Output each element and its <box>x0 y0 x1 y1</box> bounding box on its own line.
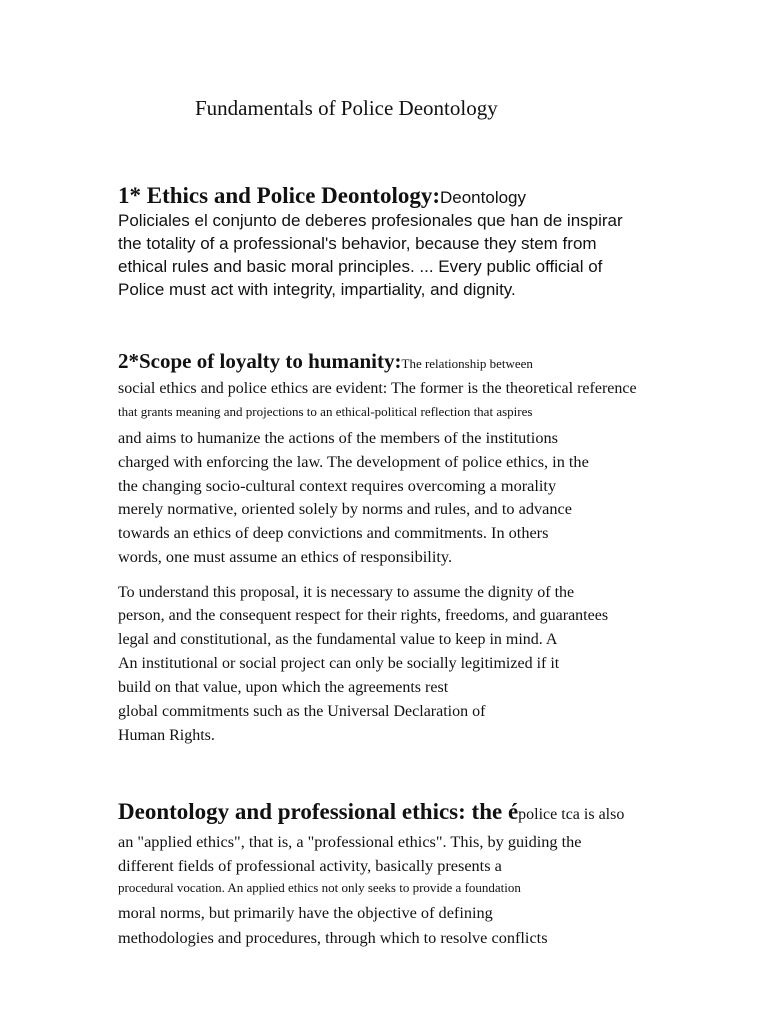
section1-line: Policiales el conjunto de deberes profesionales que han de inspirar <box>118 211 623 230</box>
section3-line: different fields of professional activity, basically presents a <box>118 856 502 875</box>
paragraph3-line: global commitments such as the Universal Declaration of <box>118 703 486 720</box>
section3-lead: police tca is also <box>518 806 625 823</box>
section2-line: merely normative, oriented solely by norms and rules, and to advance <box>118 499 572 518</box>
section3-heading: Deontology and professional ethics: the é <box>118 799 519 824</box>
section1-line: the totality of a professional's behavior, because they stem from <box>118 234 597 253</box>
section2-lead: The relationship between <box>401 356 533 371</box>
paragraph3-line: To understand this proposal, it is necessary to assume the dignity of the <box>118 584 575 601</box>
paragraph3-line: build on that value, upon which the agreements rest <box>118 679 449 696</box>
section2-line: that grants meaning and projections to an ethical-political reflection that aspires <box>118 404 533 419</box>
section3-line: methodologies and procedures, through which to resolve conflicts <box>118 928 548 947</box>
section3-line: procedural vocation. An applied ethics not only seeks to provide a foundation <box>118 880 521 895</box>
paragraph3-line: An institutional or social project can only be socially legitimized if it <box>118 655 560 672</box>
section2-line: charged with enforcing the law. The development of police ethics, in the <box>118 452 589 471</box>
section1-first-line <box>118 183 526 209</box>
section2-line: social ethics and police ethics are evident: The former is the theoretical reference <box>118 380 637 397</box>
section2-line: and aims to humanize the actions of the members of the institutions <box>118 428 558 447</box>
section1-lead: Deontology <box>440 188 527 207</box>
section1-line: ethical rules and basic moral principles. ... Every public official of <box>118 257 603 276</box>
section2-heading: 2*Scope of loyalty to humanity: <box>118 349 402 373</box>
section2-first-line <box>118 349 533 374</box>
paragraph3-line: legal and constitutional, as the fundamental value to keep in mind. A <box>118 631 558 648</box>
paragraph3-line: Human Rights. <box>118 727 215 744</box>
section3-first-line <box>118 799 624 825</box>
section2-line: words, one must assume an ethics of responsibility. <box>118 547 453 566</box>
page-title: Fundamentals of Police Deontology <box>195 96 498 120</box>
section1-heading: 1* Ethics and Police Deontology: <box>118 183 440 208</box>
section3-line: moral norms, but primarily have the objective of defining <box>118 903 493 922</box>
section3-line: an "applied ethics", that is, a "professional ethics". This, by guiding the <box>118 832 582 851</box>
section1-line: Police must act with integrity, impartiality, and dignity. <box>118 280 516 299</box>
section2-line: towards an ethics of deep convictions and commitments. In others <box>118 523 549 542</box>
paragraph3-line: person, and the consequent respect for their rights, freedoms, and guarantees <box>118 607 609 624</box>
section2-line: the changing socio-cultural context requires overcoming a morality <box>118 476 557 495</box>
